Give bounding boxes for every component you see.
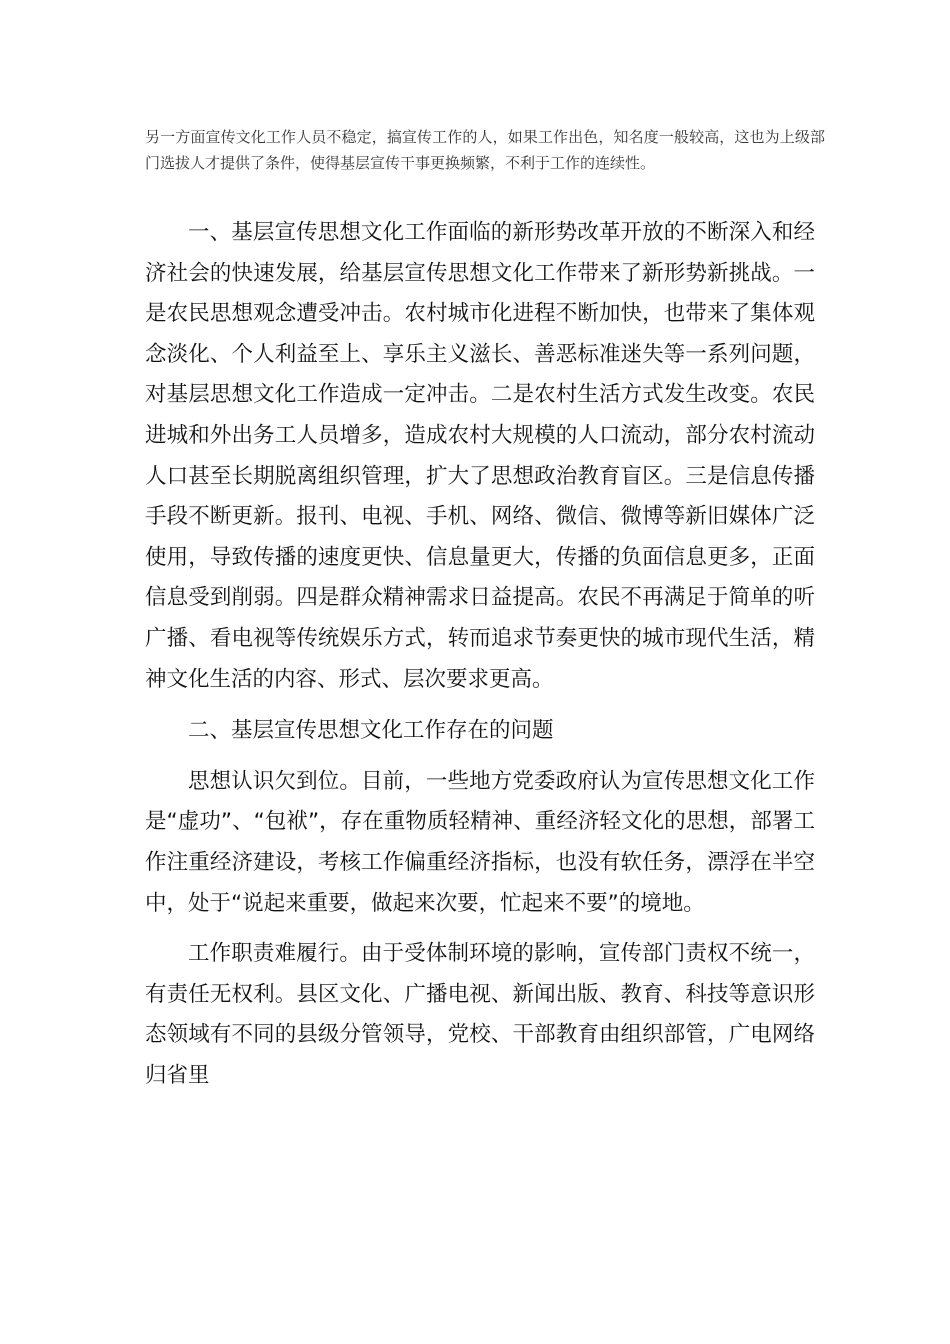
intro-paragraph: 另一方面宣传文化工作人员不稳定，搞宣传工作的人，如果工作出色，知名度一般较高，这也为上级部门选拔人才提供了条件，使得基层宣传干事更换频繁，不利于工作的连续性。 bbox=[145, 128, 825, 172]
section-two-heading: 二、基层宣传思想文化工作存在的问题 bbox=[188, 718, 554, 744]
thinking-awareness-paragraph: 思想认识欠到位。目前，一些地方党委政府认为宣传思想文化工作是“虚功”、“包袱”，存在重物质轻精神、重经济轻文化的思想，部署工作注重经济建设，考核工作偏重经济指标，也没有软任务，漂浮在半空中，处于“说起来重要，做起来次要，忙起来不要”的境地。 bbox=[145, 768, 815, 916]
section-one-paragraph: 一、基层宣传思想文化工作面临的新形势改革开放的不断深入和经济社会的快速发展，给基层宣传思想文化工作带来了新形势新挑战。一是农民思想观念遭受冲击。农村城市化进程不断加快，也带来了集体观念淡化、个人利益至上、享乐主义滋长、善恶标准迷失等一系列问题，对基层思想文化工作造成一定冲击。二是农村生活方式发生改变。农民进城和外出务工人员增多，造成农村大规模的人口流动，部分农村流动人口甚至长期脱离组织管理，扩大了思想政治教育盲区。三是信息传播手段不断更新。报刊、电视、手机、网络、微信、微博等新旧媒体广泛使用，导致传播的速度更快、信息量更大，传播的负面信息更多，正面信息受到削弱。四是群众精神需求日益提高。农民不再满足于简单的听广播、看电视等传统娱乐方式，转而追求节奏更快的城市现代生活，精神文化生活的内容、形式、层次要求更高。 bbox=[145, 220, 815, 692]
document-body bbox=[145, 213, 815, 1096]
work-duties-paragraph: 工作职责难履行。由于受体制环境的影响，宣传部门责权不统一，有责任无权利。县区文化、广播电视、新闻出版、教育、科技等意识形态领域有不同的县级分管领导，党校、干部教育由组织部管，广电网络归省里 bbox=[145, 941, 815, 1088]
